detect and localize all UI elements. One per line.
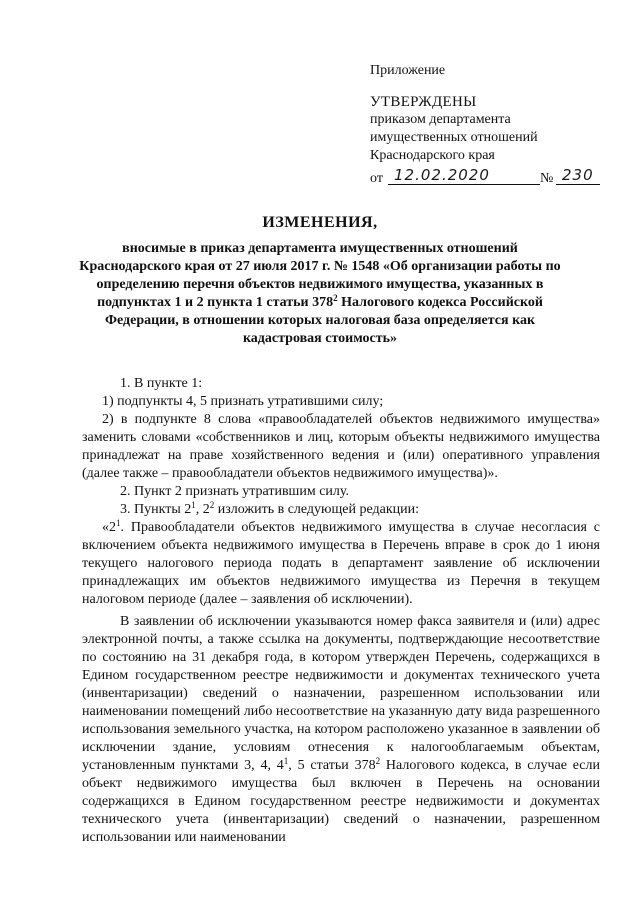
paragraph-6	[82, 519, 600, 609]
date-underline	[388, 184, 540, 185]
approval-line-2: имущественных отношений	[370, 130, 538, 145]
p7-sup-2: 2	[375, 756, 381, 766]
document-subtitle	[70, 240, 570, 348]
order-date-number-row	[370, 166, 620, 188]
p6-sup: 1	[116, 518, 121, 528]
appendix-label: Приложение	[370, 63, 446, 78]
paragraph-3: 2) в подпункте 8 слова «правообладателей объектов недвижимого имущества» заменить словами «собственников и лиц, которым объекты недвижимого имущества принадлежат на праве хозяйственного ведения и (или) оперативного управления (далее также – правообладатели объектов недвижимого имущества)».	[82, 412, 600, 481]
approval-line-1: приказом департамента	[370, 112, 511, 127]
document-body	[82, 375, 600, 847]
approval-block	[370, 62, 620, 188]
subtitle-superscript: 2	[333, 293, 338, 303]
subtitle-part-b: Налогового кодекса Российской Федерации, в отношении которых налоговая база определяется как кадастровая стоимость»	[104, 295, 543, 346]
p7-part-b: , 5 статьи 378	[288, 758, 376, 773]
handwritten-date: 12.02.2020	[394, 166, 490, 184]
subtitle-part-a: вносимые в приказ департамента имущественных отношений Краснодарского края от 27 июля 2017 г. № 1548 «Об организации работы по определению перечня объектов недвижимого имущества, указанных в подпунктах 1 и 2 пункта 1 статьи 378	[79, 241, 561, 310]
title-block	[70, 214, 570, 348]
p5-sup-2: 2	[209, 500, 215, 510]
number-sign: №	[540, 171, 554, 186]
paragraph-4: 2. Пункт 2 признать утратившим силу.	[120, 484, 349, 499]
number-underline	[556, 184, 600, 185]
approved-heading: УТВЕРЖДЕНЫ	[370, 94, 477, 110]
p7-sup-1: 1	[283, 756, 289, 766]
handwritten-number: 230	[562, 166, 594, 184]
p7-part-c: Налогового кодекса, в случае если объект недвижимого имущества был включен в Перечень на основании содержащихся в Едином государственном реестре недвижимости и документах технического учета (инвентаризации) сведений о назначении, разрешенном использовании или наименовании	[82, 758, 600, 845]
document-title: ИЗМЕНЕНИЯ,	[262, 214, 378, 231]
paragraph-7	[82, 613, 600, 847]
from-label: от	[370, 171, 383, 186]
paragraph-1: 1. В пункте 1:	[120, 376, 203, 391]
p5-part-a: 3. Пункты 2	[120, 502, 192, 517]
paragraph-5	[82, 501, 600, 519]
p5-sup-1: 1	[191, 500, 196, 510]
paragraph-2: 1) подпункты 4, 5 признать утратившими силу;	[102, 394, 384, 409]
p5-part-b: , 2	[195, 502, 210, 517]
p5-part-c: изложить в следующей редакции:	[214, 502, 420, 517]
p7-part-a: В заявлении об исключении указываются номер факса заявителя и (или) адрес электронной почты, а также ссылка на документы, подтверждающие несоответствие по состоянию на 31 декабря года, в котором утвержден Перечень, содержащихся в Едином государственном реестре недвижимости и документах технического учета (инвентаризации) сведений о назначении, разрешенном использовании или наименовании помещений либо несоответствие на указанную дату вида разрешенного использования земельного участка, на котором расположено указанное в заявлении об исключении здание, условиям отнесения к налогооблагаемым объектам, установленным пунктами 3, 4, 4	[82, 614, 600, 773]
p6-part-b: . Правообладатели объектов недвижимого имущества в случае несогласия с включением объекта недвижимого имущества в Перечень вправе в срок до 1 июня текущего налогового периода подать в департамент заявление об исключении принадлежащих им объектов недвижимого имущества из Перечня в текущем налоговом периоде (далее – заявления об исключении).	[82, 520, 600, 607]
p6-part-a: «2	[102, 520, 116, 535]
approval-line-3: Краснодарского края	[370, 148, 495, 163]
